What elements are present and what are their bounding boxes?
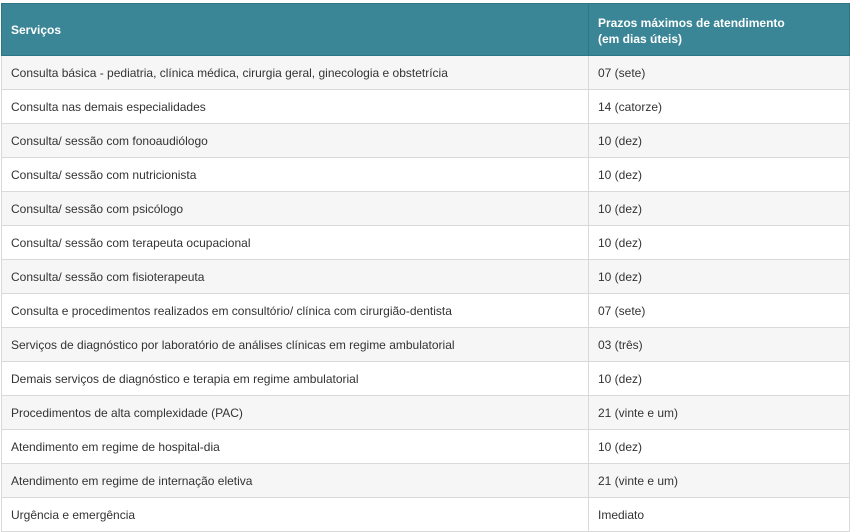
- deadline-cell: 07 (sete): [589, 56, 850, 90]
- header-services: Serviços: [2, 4, 589, 56]
- deadline-cell: 07 (sete): [589, 294, 850, 328]
- deadline-cell: 10 (dez): [589, 362, 850, 396]
- deadline-cell: 14 (catorze): [589, 90, 850, 124]
- service-cell: Urgência e emergência: [2, 498, 589, 532]
- deadline-cell: 10 (dez): [589, 158, 850, 192]
- service-cell: Consulta e procedimentos realizados em consultório/ clínica com cirurgião-dentista: [2, 294, 589, 328]
- table-row: [2, 158, 850, 192]
- table-row: [2, 396, 850, 430]
- table-row: [2, 90, 850, 124]
- deadline-cell: 10 (dez): [589, 124, 850, 158]
- service-cell: Atendimento em regime de internação eletiva: [2, 464, 589, 498]
- deadline-cell: 10 (dez): [589, 192, 850, 226]
- deadline-cell: 21 (vinte e um): [589, 396, 850, 430]
- table-row: [2, 124, 850, 158]
- deadlines-table-container: [1, 3, 849, 532]
- deadlines-table: [1, 3, 850, 532]
- service-cell: Atendimento em regime de hospital-dia: [2, 430, 589, 464]
- table-row: [2, 464, 850, 498]
- table-row: [2, 226, 850, 260]
- header-deadlines: [589, 4, 850, 56]
- service-cell: Procedimentos de alta complexidade (PAC): [2, 396, 589, 430]
- service-cell: Demais serviços de diagnóstico e terapia em regime ambulatorial: [2, 362, 589, 396]
- deadline-cell: Imediato: [589, 498, 850, 532]
- table-row: [2, 260, 850, 294]
- table-row: [2, 294, 850, 328]
- service-cell: Consulta/ sessão com nutricionista: [2, 158, 589, 192]
- table-header-row: [2, 4, 850, 56]
- service-cell: Consulta básica - pediatria, clínica médica, cirurgia geral, ginecologia e obstetrícia: [2, 56, 589, 90]
- service-cell: Consulta/ sessão com terapeuta ocupacional: [2, 226, 589, 260]
- table-row: [2, 192, 850, 226]
- table-row: [2, 328, 850, 362]
- deadline-cell: 21 (vinte e um): [589, 464, 850, 498]
- deadline-cell: 10 (dez): [589, 226, 850, 260]
- table-body: [2, 56, 850, 532]
- service-cell: Consulta/ sessão com psicólogo: [2, 192, 589, 226]
- table-row: [2, 56, 850, 90]
- deadline-cell: 03 (três): [589, 328, 850, 362]
- service-cell: Consulta/ sessão com fisioterapeuta: [2, 260, 589, 294]
- service-cell: Serviços de diagnóstico por laboratório de análises clínicas em regime ambulatorial: [2, 328, 589, 362]
- deadline-cell: 10 (dez): [589, 430, 850, 464]
- table-row: [2, 430, 850, 464]
- deadline-cell: 10 (dez): [589, 260, 850, 294]
- service-cell: Consulta nas demais especialidades: [2, 90, 589, 124]
- table-row: [2, 362, 850, 396]
- header-deadlines-line1: Prazos máximos de atendimento: [598, 15, 785, 30]
- table-row: [2, 498, 850, 532]
- service-cell: Consulta/ sessão com fonoaudiólogo: [2, 124, 589, 158]
- header-deadlines-line2: (em dias úteis): [598, 31, 683, 46]
